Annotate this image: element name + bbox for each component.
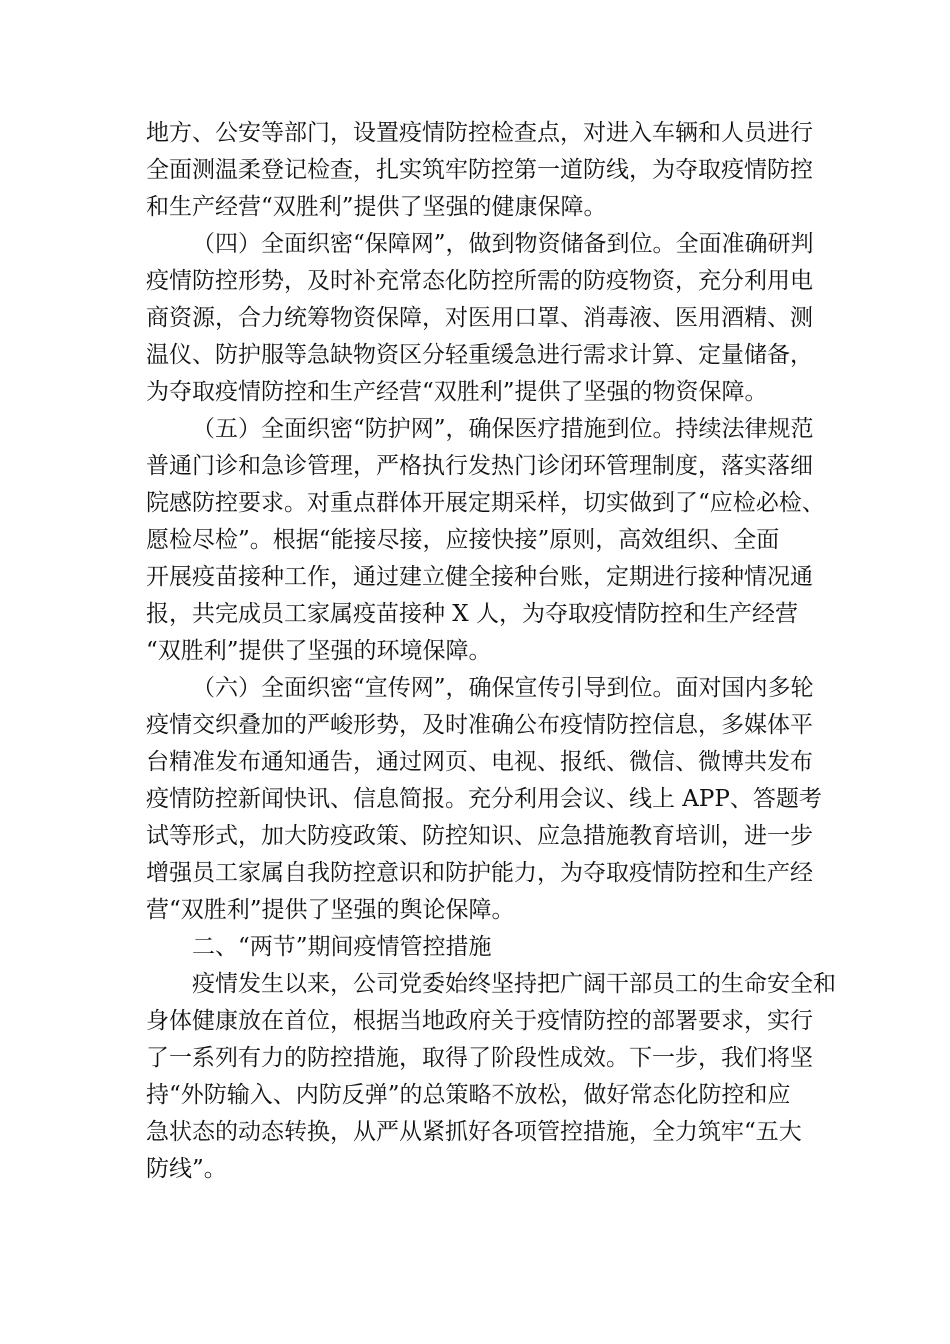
paragraph xyxy=(146,929,826,966)
text-line: 身体健康放在首位，根据当地政府关于疫情防控的部署要求，实行 xyxy=(146,1008,813,1034)
text-line: 营“双胜利”提供了坚强的舆论保障。 xyxy=(146,897,515,923)
text-line: 开展疫苗接种工作，通过建立健全接种台账，定期进行接种情况通 xyxy=(146,564,813,590)
text-line: 疫情防控形势，及时补充常态化防控所需的防疫物资，充分利用电 xyxy=(146,268,813,294)
text-line: 温仪、防护服等急缺物资区分轻重缓急进行需求计算、定量储备， xyxy=(146,342,813,368)
paragraph xyxy=(146,411,826,670)
paragraph xyxy=(146,670,826,929)
text-line: 和生产经营“双胜利”提供了坚强的健康保障。 xyxy=(146,194,607,220)
text-line: 防线”。 xyxy=(146,1156,227,1182)
paragraph xyxy=(146,115,826,226)
document-body xyxy=(146,115,836,1188)
text-line: 为夺取疫情防控和生产经营“双胜利”提供了坚强的物资保障。 xyxy=(146,379,768,405)
paragraph xyxy=(146,966,836,1188)
text-line: 急状态的动态转换，从严从紧抓好各项管控措施，全力筑牢“五大 xyxy=(146,1119,802,1145)
text-line: 报，共完成员工家属疫苗接种 X 人，为夺取疫情防控和生产经营 xyxy=(146,601,798,627)
text-line: 增强员工家属自我防控意识和防护能力，为夺取疫情防控和生产经 xyxy=(146,860,813,886)
text-line: 愿检尽检”。根据“能接尽接，应接快接”原则，高效组织、全面 xyxy=(146,527,780,553)
paragraph xyxy=(146,226,826,411)
text-line: 商资源，合力统筹物资保障，对医用口罩、消毒液、医用酒精、测 xyxy=(146,305,813,331)
text-line: （五）全面织密“防护网”，确保医疗措施到位。持续法律规范 xyxy=(192,416,814,442)
text-line: 院感防控要求。对重点群体开展定期采样，切实做到了“应检必检、 xyxy=(146,490,825,516)
text-line: 地方、公安等部门，设置疫情防控检查点，对进入车辆和人员进行 xyxy=(146,120,813,146)
text-line: 全面测温柔登记检查，扎实筑牢防控第一道防线，为夺取疫情防控 xyxy=(146,157,813,183)
text-line: 持“外防输入、内防反弹”的总策略不放松，做好常态化防控和应 xyxy=(146,1082,791,1108)
text-line: 二、“两节”期间疫情管控措施 xyxy=(192,934,492,960)
text-line: （四）全面织密“保障网”，做到物资储备到位。全面准确研判 xyxy=(192,231,814,257)
text-line: 普通门诊和急诊管理，严格执行发热门诊闭环管理制度，落实落细 xyxy=(146,453,813,479)
text-line: 疫情防控新闻快讯、信息简报。充分利用会议、线上 APP、答题考 xyxy=(146,786,822,812)
text-line: 台精准发布通知通告，通过网页、电视、报纸、微信、微博共发布 xyxy=(146,749,813,775)
text-line: 疫情交织叠加的严峻形势，及时准确公布疫情防控信息，多媒体平 xyxy=(146,712,813,738)
text-line: 疫情发生以来，公司党委始终坚持把广阔干部员工的生命安全和 xyxy=(192,971,836,997)
text-line: 了一系列有力的防控措施，取得了阶段性成效。下一步，我们将坚 xyxy=(146,1045,813,1071)
text-line: 试等形式，加大防疫政策、防控知识、应急措施教育培训，进一步 xyxy=(146,823,813,849)
text-line: （六）全面织密“宣传网”，确保宣传引导到位。面对国内多轮 xyxy=(192,675,814,701)
text-line: “双胜利”提供了坚强的环境保障。 xyxy=(146,638,492,664)
